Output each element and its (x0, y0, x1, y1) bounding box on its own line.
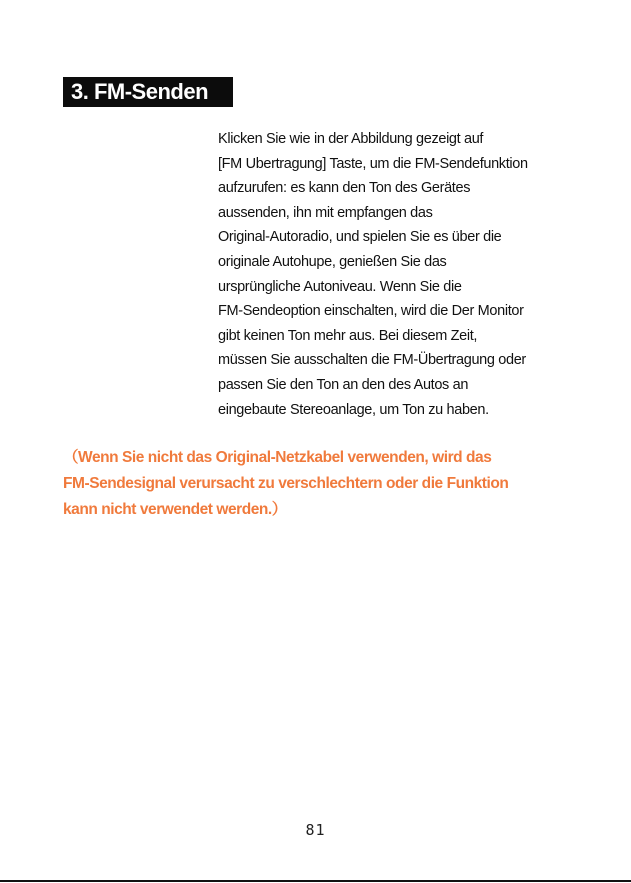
body-line: aussenden, ihn mit empfangen das (218, 204, 433, 221)
notice-line: FM-Sendesignal verursacht zu verschlechtern oder die Funktion (63, 475, 509, 492)
section-heading: 3. FM-Senden (63, 77, 233, 107)
body-line: originale Autohupe, genießen Sie das (218, 253, 447, 270)
body-line: [FM Ubertragung] Taste, um die FM-Sendefunktion (218, 155, 528, 172)
body-line: FM-Sendeoption einschalten, wird die Der Monitor (218, 303, 524, 320)
notice-line: （Wenn Sie nicht das Original-Netzkabel verwenden, wird das (63, 449, 492, 466)
body-line: Original-Autoradio, und spielen Sie es über die (218, 229, 502, 246)
body-line: müssen Sie ausschalten die FM-Übertragung oder (218, 352, 526, 369)
body-line: passen Sie den Ton an den des Autos an (218, 376, 469, 393)
bottom-divider (0, 880, 631, 882)
body-line: aufzurufen: es kann den Ton des Gerätes (218, 180, 471, 197)
body-line: eingebaute Stereoanlage, um Ton zu haben. (218, 401, 489, 418)
body-line: ursprüngliche Autoniveau. Wenn Sie die (218, 278, 462, 295)
body-line: Klicken Sie wie in der Abbildung gezeigt auf (218, 131, 484, 147)
page-number: 81 (305, 821, 326, 839)
body-paragraph (218, 127, 578, 422)
warning-notice (63, 445, 573, 523)
notice-line: kann nicht verwendet werden.） (63, 501, 287, 518)
body-line: gibt keinen Ton mehr aus. Bei diesem Zeit, (218, 327, 478, 344)
